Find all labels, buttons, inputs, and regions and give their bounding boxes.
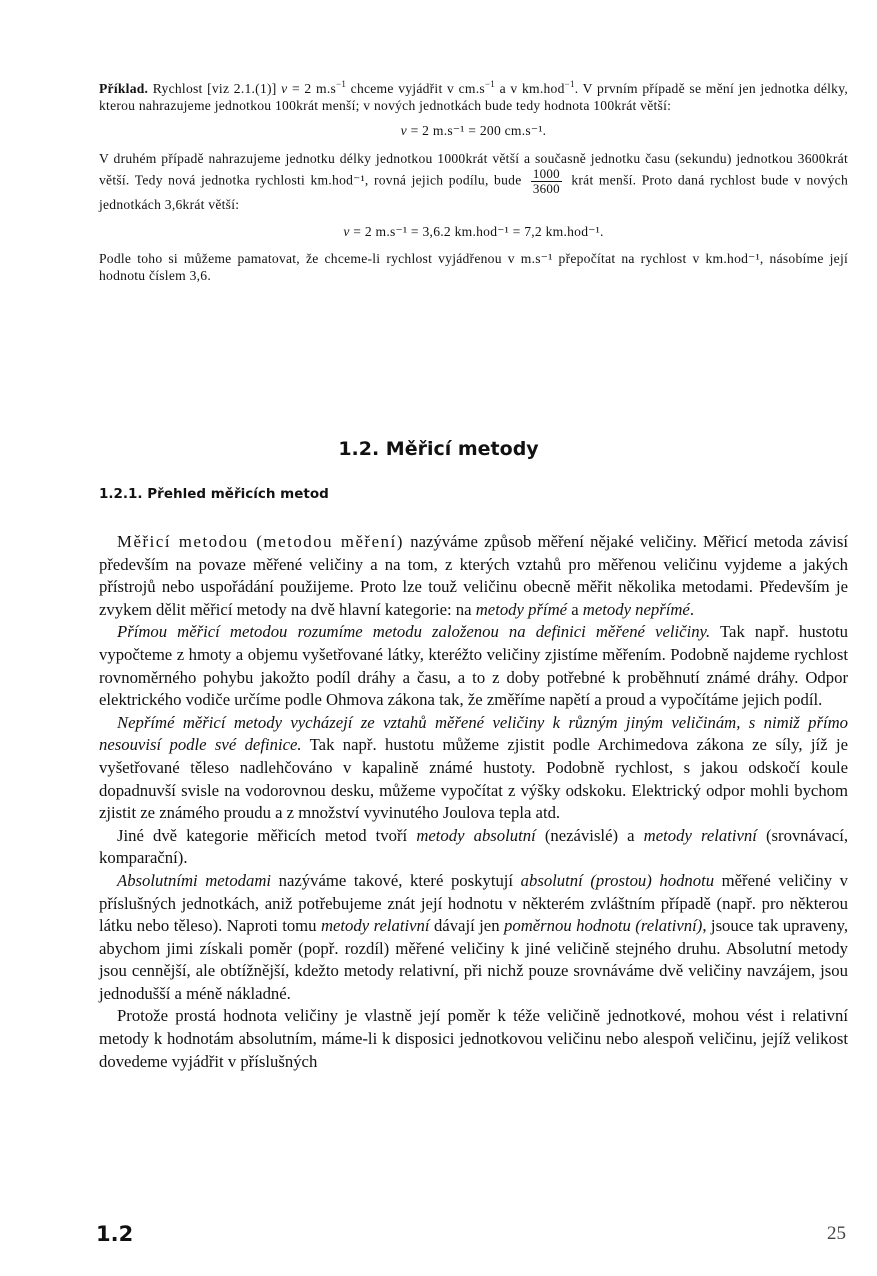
paragraph-text: měřené veličiny v příslušných jednotkách, aniž potřebujeme znát její hodnotu v některém zvláštním případě (např. pro některou látku nebo těleso). Naproti tomu xyxy=(99,870,848,936)
velocity-symbol: v xyxy=(281,81,288,96)
example-text: . V prvním případě se mění jen jednotka délky, kterou nahrazujeme jednotkou 100krát menší; v nových jednotkách bude tedy hodnota 100krát větší: xyxy=(99,81,849,114)
example-text: chceme vyjádřit v cm.s xyxy=(346,81,485,96)
footer-section-number: 1.2 xyxy=(96,1222,134,1246)
exponent: −1 xyxy=(484,79,496,89)
example-text: krát menší. Proto daná rychlost bude v nových jednotkách 3,6krát větší: xyxy=(99,172,849,212)
equation-2 xyxy=(99,223,848,240)
equation-1 xyxy=(99,122,848,139)
definition-italic: Nepřímé měřicí metody vycházejí ze vztahů měřené veličiny k různým jiným veličinám, s nimiž přímo nesouvisí podle své definice. xyxy=(99,712,848,755)
term-italic: metody absolutní xyxy=(416,825,536,845)
exponent: −1 xyxy=(336,79,347,89)
fraction-numerator: 1000 xyxy=(532,165,560,181)
example-block xyxy=(99,80,848,285)
term-italic: poměrnou hodnotu (relativní) xyxy=(504,916,703,936)
exponent: −1 xyxy=(564,79,575,89)
paragraph-text: a xyxy=(567,599,583,619)
equation-text: = 2 m.s⁻¹ = 3,6.2 km.hod⁻¹ = 7,2 km.hod⁻¹. xyxy=(353,224,604,240)
velocity-symbol: v xyxy=(400,123,407,139)
example-text: V druhém případě nahrazujeme jednotku délky jednotkou 1000krát větší a současně jednotku času (sekundu) jednotkou 3600krát větší. Tedy nová jednotka rychlosti km.hod⁻¹, rovná jejich podílu, bude xyxy=(99,150,848,188)
paragraph-3 xyxy=(99,712,848,825)
example-text: a v km.hod xyxy=(495,81,565,96)
paragraph-text: (nezávislé) a xyxy=(535,825,644,845)
paragraph-text: Tak např. hustotu můžeme zjistit podle Archimedova zákona ze síly, jíž je vyšetřované těleso nadlehčováno v kapalině známé hustoty. Podobně rychlost, s jakou odskočí koule dopadnuvší svisle na vodorovnou desku, můžeme vypočítat z výšky odskoku. Elektrický odpor mohli bychom zjistit ze známého proudu a z množství vyvinutého Joulova tepla atd. xyxy=(99,735,848,823)
paragraph-text: Tak např. hustotu vypočteme z hmoty a objemu vyšetřované látky, kteréžto veličiny zjistíme měřením. Podobně najdeme rychlost rovnoměrného pohybu jakožto podíl dráhy a času, a to z doby potřebné k proběhnutí známé dráhy. Odpor elektrického vodiče určíme podle Ohmova zákona tak, že změříme napětí a proud a vypočítáme jejich podíl. xyxy=(99,622,848,710)
fraction-denominator: 3600 xyxy=(532,180,560,196)
subsection-heading: 1.2.1. Přehled měřicích metod xyxy=(99,486,329,502)
term-italic: metody přímé xyxy=(475,599,568,619)
main-text xyxy=(99,531,848,1073)
velocity-symbol: v xyxy=(343,224,350,240)
term-italic: metody relativní xyxy=(643,825,757,845)
section-heading: 1.2. Měřicí metody xyxy=(338,438,539,460)
term-italic: absolutní (prostou) hodnotu xyxy=(520,870,715,890)
paragraph-4 xyxy=(99,825,848,870)
paragraph-text: Jiné dvě kategorie měřicích metod tvoří xyxy=(117,825,417,845)
paragraph-1 xyxy=(99,531,848,621)
paragraph-text: dávají jen xyxy=(429,916,505,936)
paragraph-text: nazýváme takové, které poskytují xyxy=(271,870,521,890)
paragraph-6: Protože prostá hodnota veličiny je vlastně její poměr k téže veličině jednotkové, mohou vést i relativní metody k hodnotám absolutním, máme-li k disposici jednotkovou veličinu nebo alespoň veličinu, jejíž velikost dovedeme vyjádřit v příslušných xyxy=(99,1006,848,1071)
example-paragraph-2 xyxy=(99,150,848,213)
paragraph-text: (srovnávací, komparační). xyxy=(99,825,849,868)
page-number: 25 xyxy=(827,1223,846,1244)
example-label: Příklad. xyxy=(99,81,149,96)
example-paragraph-3: Podle toho si můžeme pamatovat, že chceme-li rychlost vyjádřenou v m.s⁻¹ přepočítat na rychlost v km.hod⁻¹, násobíme její hodnotu číslem 3,6. xyxy=(99,251,848,284)
paragraph-text: , jsouce tak upraveny, abychom jimi získali poměr (popř. rozdíl) měřené veličiny k jiné veličině stejného druhu. Absolutní metody jsou cennější, ale obtížnější, kdežto metody relativní, při nichž pouze srovnáváme dvě veličiny navzájem, jsou jednodušší a méně nákladné. xyxy=(99,916,849,1003)
paragraph-text: . xyxy=(689,599,695,619)
term-italic: metody relativní xyxy=(320,916,430,936)
term-italic: metody nepřímé xyxy=(582,599,690,619)
term-italic: Absolutními metodami xyxy=(117,870,272,890)
paragraph-2 xyxy=(99,621,848,711)
example-text: = 2 m.s xyxy=(287,81,337,96)
equation-text: = 2 m.s⁻¹ = 200 cm.s⁻¹. xyxy=(410,123,547,139)
term-spaced: Měřicí metodou (metodou měření) xyxy=(117,532,405,551)
example-text: Rychlost [viz 2.1.(1)] xyxy=(148,81,282,96)
example-paragraph-1 xyxy=(99,80,848,114)
paragraph-5 xyxy=(99,870,848,1006)
fraction xyxy=(531,167,562,196)
definition-italic: Přímou měřicí metodou rozumíme metodu založenou na definici měřené veličiny. xyxy=(117,622,711,642)
paragraph-text: nazýváme způsob měření nějaké veličiny. Měřicí metoda závisí především na povaze měřené veličiny a na tom, z kterých vztahů pro měřenou veličinu vyjdeme a jakých přístrojů nebo uspořádání použijeme. Proto lze touž veličinu obecně měřit několika metodami. Především je zvykem dělit měřicí metody na dvě hlavní kategorie: na xyxy=(99,532,848,619)
